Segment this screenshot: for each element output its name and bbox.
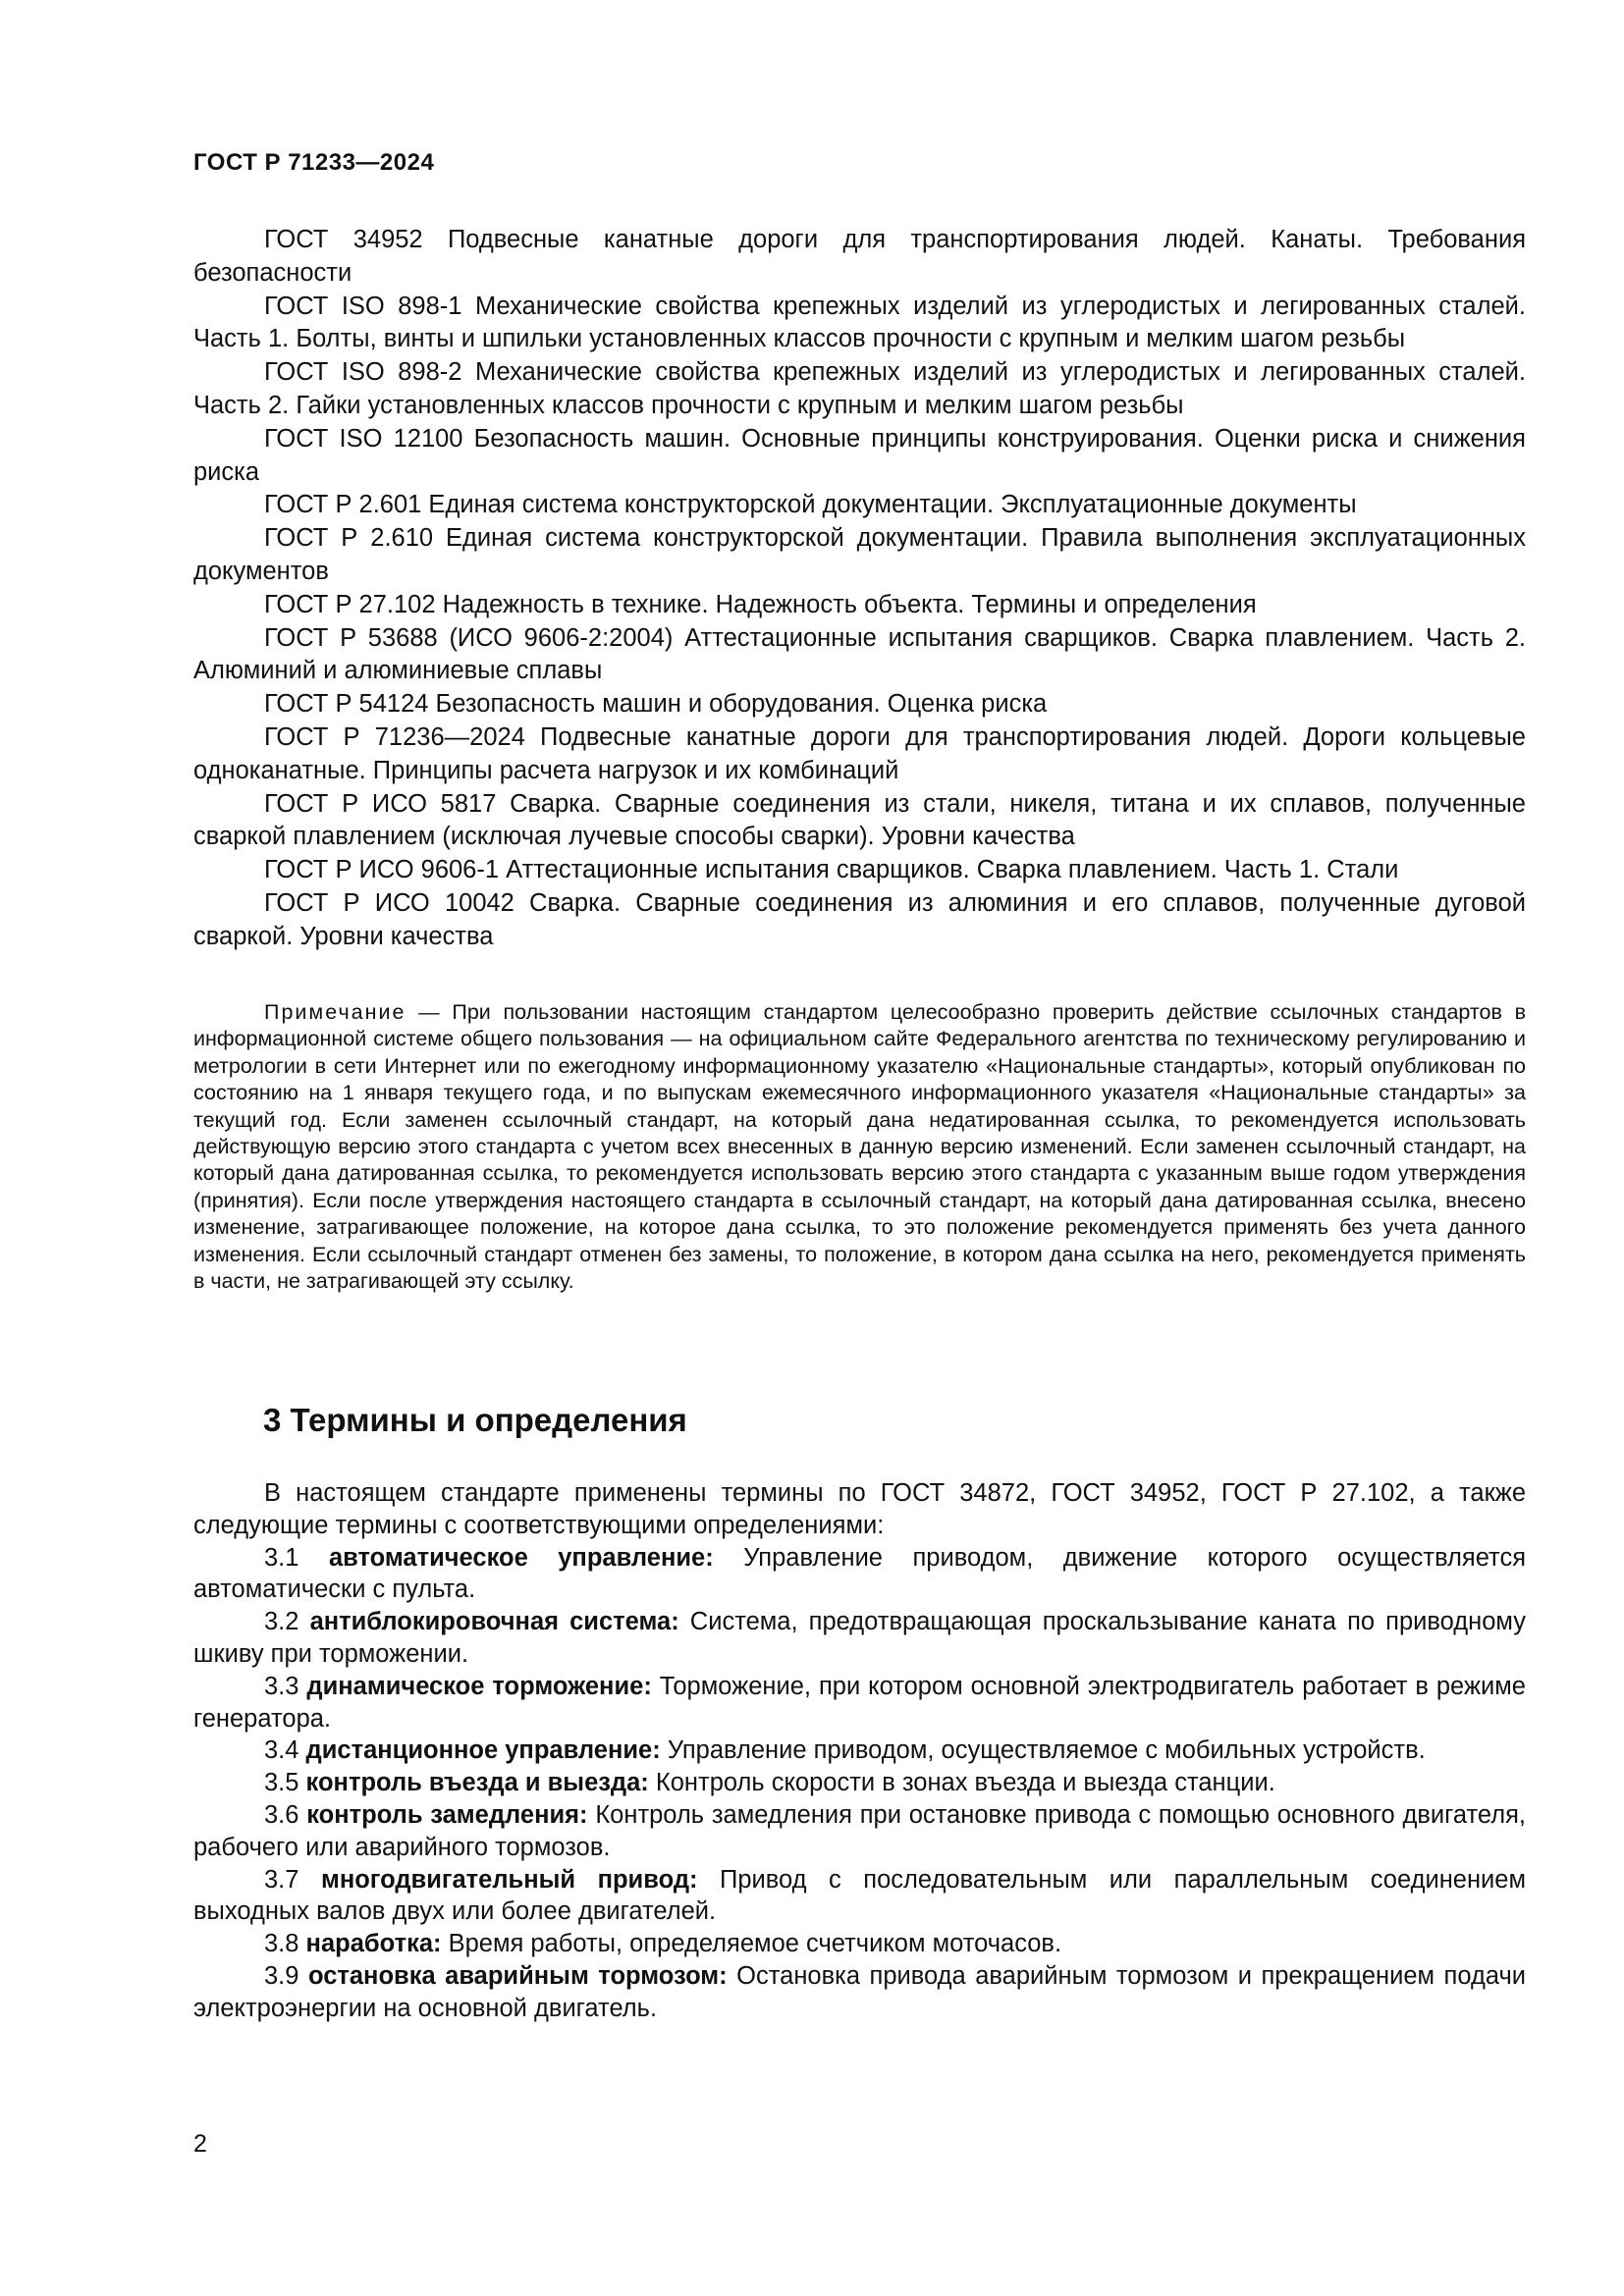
reference-item: ГОСТ Р 53688 (ИСО 9606-2:2004) Аттестационные испытания сварщиков. Сварка плавлением. Часть 2. Алюминий и алюминиевые сплавы — [193, 623, 1526, 685]
term-definition: Время работы, определяемое счетчиком моточасов. — [448, 1930, 1062, 1958]
reference-item: ГОСТ Р ИСО 9606-1 Аттестационные испытания сварщиков. Сварка плавлением. Часть 1. Стали — [264, 856, 1399, 884]
term-number: 3.5 — [264, 1769, 299, 1797]
normative-references-list — [193, 224, 1526, 954]
reference-item: ГОСТ ISO 898-1 Механические свойства крепежных изделий из углеродистых и легированных сталей. Часть 1. Болты, винты и шпильки установленных классов прочности с крупным и мелким шагом резьбы — [193, 292, 1526, 353]
term-definition: Контроль скорости в зонах въезда и выезда станции. — [655, 1769, 1275, 1797]
term-name: наработка: — [305, 1930, 442, 1958]
term-name: дистанционное управление: — [305, 1736, 661, 1765]
reference-item: ГОСТ Р 54124 Безопасность машин и оборудования. Оценка риска — [264, 690, 1048, 719]
term-name: многодвигательный привод: — [320, 1865, 698, 1894]
term-name: динамическое торможение: — [306, 1672, 652, 1700]
document-header: ГОСТ Р 71233—2024 — [193, 149, 435, 176]
term-name: контроль замедления: — [306, 1800, 588, 1829]
term-item — [193, 1767, 1526, 1799]
term-number: 3.7 — [264, 1865, 299, 1894]
term-definition: Остановка привода аварийным тормозом и прекращением подачи электроэнергии на основной двигатель. — [193, 1961, 1526, 2022]
term-name: контроль въезда и выезда: — [305, 1769, 649, 1797]
note-paragraph — [193, 999, 1526, 1295]
reference-item: ГОСТ Р ИСО 5817 Сварка. Сварные соединения из стали, никеля, титана и их сплавов, полученные сваркой плавлением (исключая лучевые способы сварки). Уровни качества — [193, 789, 1526, 851]
reference-item: ГОСТ ISO 12100 Безопасность машин. Основные принципы конструирования. Оценки риска и снижения риска — [193, 424, 1526, 486]
section-title: 3 Термины и определения — [263, 1402, 687, 1438]
section-intro: В настоящем стандарте применены термины по ГОСТ 34872, ГОСТ 34952, ГОСТ Р 27.102, а также следующие термины с соответствующими определениями: — [193, 1479, 1526, 1539]
reference-item: ГОСТ Р 2.610 Единая система конструкторской документации. Правила выполнения эксплуатационных документов — [193, 524, 1526, 585]
term-definition: Управление приводом, осуществляемое с мобильных устройств. — [667, 1736, 1426, 1765]
reference-item: ГОСТ Р 2.601 Единая система конструкторской документации. Эксплуатационные документы — [264, 491, 1357, 519]
reference-item: ГОСТ ISO 898-2 Механические свойства крепежных изделий из углеродистых и легированных сталей. Часть 2. Гайки установленных классов прочности с крупным и мелким шагом резьбы — [193, 358, 1526, 419]
reference-item: ГОСТ 34952 Подвесные канатные дороги для транспортирования людей. Канаты. Требования безопасности — [193, 226, 1526, 287]
reference-item: ГОСТ Р ИСО 10042 Сварка. Сварные соединения из алюминия и его сплавов, полученные дуговой сваркой. Уровни качества — [193, 888, 1526, 950]
term-item — [193, 1671, 1526, 1735]
page-number: 2 — [193, 2130, 207, 2158]
term-item — [193, 1960, 1526, 2025]
term-name: антиблокировочная система: — [309, 1608, 679, 1636]
term-item — [193, 1542, 1526, 1607]
term-definition: Привод с последовательным или параллельным соединением выходных валов двух или более двигателей. — [193, 1865, 1527, 1926]
reference-item: ГОСТ Р 71236—2024 Подвесные канатные дороги для транспортирования людей. Дороги кольцевые одноканатные. Принципы расчета нагрузок и их комбинаций — [193, 722, 1526, 784]
note-dash: — — [406, 1000, 453, 1024]
term-number: 3.4 — [264, 1736, 299, 1765]
term-definition: Торможение, при котором основной электродвигатель работает в режиме генератора. — [193, 1672, 1526, 1733]
terms-list — [193, 1477, 1526, 2025]
reference-item: ГОСТ Р 27.102 Надежность в технике. Надежность объекта. Термины и определения — [264, 590, 1257, 618]
term-number: 3.1 — [264, 1543, 299, 1572]
term-definition: Управление приводом, движение которого осуществляется автоматически с пульта. — [193, 1543, 1527, 1604]
term-number: 3.6 — [264, 1800, 299, 1829]
term-item — [193, 1928, 1526, 1960]
term-item — [193, 1735, 1526, 1767]
term-definition: Система, предотвращающая проскальзывание каната по приводному шкиву при торможении. — [193, 1608, 1526, 1668]
note-label: Примечание — [264, 1000, 406, 1024]
term-number: 3.8 — [264, 1930, 299, 1958]
note-block — [193, 999, 1526, 1295]
term-number: 3.2 — [264, 1608, 299, 1636]
term-number: 3.3 — [264, 1672, 299, 1700]
term-definition: Контроль замедления при остановке привода с помощью основного двигателя, рабочего или аварийного тормозов. — [193, 1800, 1526, 1861]
term-item — [193, 1799, 1526, 1864]
term-name: остановка аварийным тормозом: — [307, 1961, 728, 1990]
note-text: При пользовании настоящим стандартом целесообразно проверить действие ссылочных стандартов в информационной системе общего пользования — на официальном сайте Федерального агентства по техническому регулированию и метрологии в сети Интернет или по ежегодному информационному указателю «Национальные стандарты», который опубликован по состоянию на 1 января текущего года, и по выпускам ежемесячного информационного указателя «Национальные стандарты» за текущий год. Если заменен ссылочный стандарт, на который дана недатированная ссылка, то рекомендуется использовать действующую версию этого стандарта с учетом всех внесенных в данную версию изменений. Если заменен ссылочный стандарт, на который дана датированная ссылка, то рекомендуется использовать версию этого стандарта с указанным выше годом утверждения (принятия). Если после утверждения настоящего стандарта в ссылочный стандарт, на который дана датированная ссылка, внесено изменение, затрагивающее положение, на которое дана ссылка, то это положение рекомендуется применять без учета данного изменения. Если ссылочный стандарт отменен без замены, то положение, в котором дана ссылка на него, рекомендуется применять в части, не затрагивающей эту ссылку. — [193, 1000, 1527, 1294]
term-name: автоматическое управление: — [328, 1543, 714, 1572]
term-item — [193, 1606, 1526, 1671]
term-number: 3.9 — [264, 1961, 299, 1990]
term-item — [193, 1864, 1526, 1929]
